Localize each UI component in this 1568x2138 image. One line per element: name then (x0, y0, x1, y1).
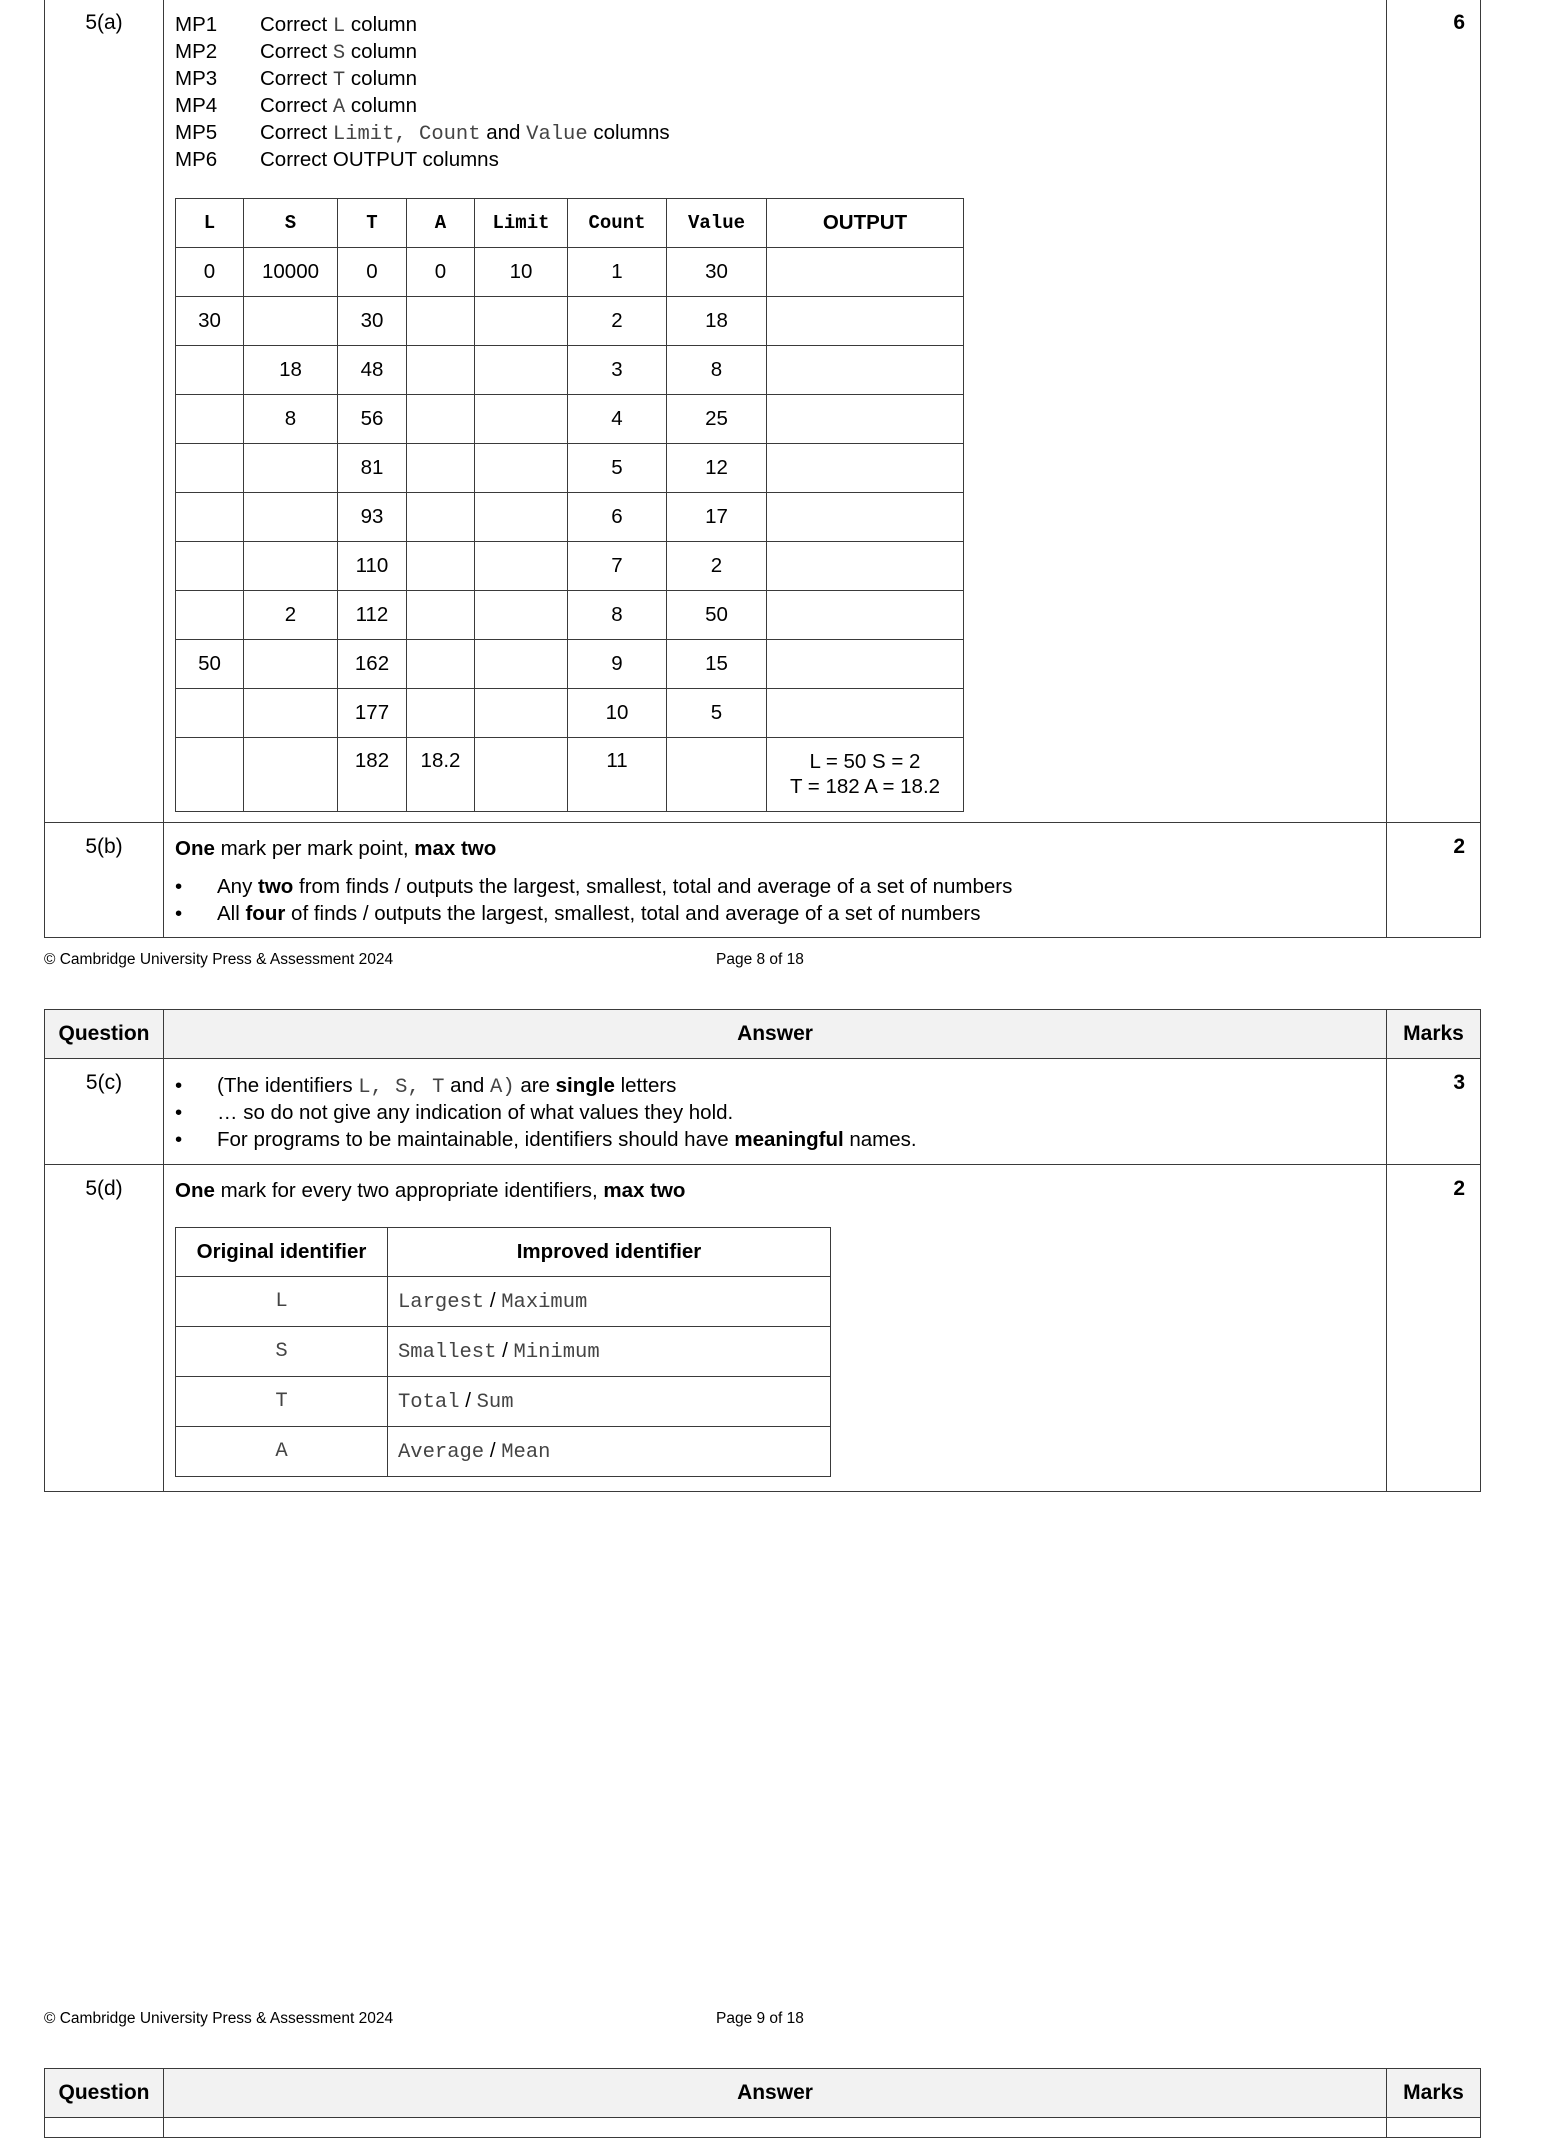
separator: / (484, 1289, 502, 1312)
trace-cell-output (767, 248, 964, 297)
trace-cell-A (407, 640, 475, 689)
trace-cell-S: 8 (244, 395, 338, 444)
trace-cell-limit (475, 493, 568, 542)
trace-cell-limit (475, 591, 568, 640)
header-answer: Answer (737, 1022, 813, 1045)
identifier-row (176, 1427, 831, 1477)
trace-cell-count: 2 (568, 297, 667, 346)
trace-row (176, 346, 964, 395)
trace-cell-output-final (767, 738, 964, 812)
separator: / (459, 1389, 477, 1412)
trace-row (176, 444, 964, 493)
trace-row (176, 542, 964, 591)
original-identifier: T (176, 1377, 388, 1427)
mark-point-mp3: MP3 Correct T column (175, 67, 417, 92)
trace-cell-value: 50 (667, 591, 767, 640)
header-question: Question (58, 1022, 150, 1045)
trace-cell-value: 2 (667, 542, 767, 591)
trace-cell-count: 5 (568, 444, 667, 493)
original-identifier: S (176, 1327, 388, 1377)
col-header-limit: Limit (475, 199, 568, 248)
trace-cell-output (767, 493, 964, 542)
trace-cell-S (244, 297, 338, 346)
trace-cell-count: 8 (568, 591, 667, 640)
identifier-row (176, 1327, 831, 1377)
trace-row (176, 493, 964, 542)
trace-cell-L: 30 (176, 297, 244, 346)
col-header-A: A (407, 199, 475, 248)
trace-cell-output (767, 640, 964, 689)
original-identifier: L (176, 1277, 388, 1327)
trace-cell-value: 8 (667, 346, 767, 395)
col-header-T: T (338, 199, 407, 248)
trace-cell-output (767, 689, 964, 738)
trace-cell-T: 48 (338, 346, 407, 395)
trace-cell-T: 0 (338, 248, 407, 297)
trace-cell-L: 0 (176, 248, 244, 297)
trace-cell-count: 6 (568, 493, 667, 542)
trace-cell-T: 177 (338, 689, 407, 738)
question-number-5c: 5(c) (85, 1071, 123, 1094)
col-header-improved: Improved identifier (388, 1228, 831, 1277)
separator: / (496, 1339, 514, 1362)
header-question-2: Question (58, 2081, 150, 2104)
trace-cell-S (244, 542, 338, 591)
improved-identifier (388, 1277, 831, 1327)
trace-cell-count: 7 (568, 542, 667, 591)
improved-name-1: Total (398, 1391, 460, 1414)
trace-cell-S (244, 493, 338, 542)
trace-cell-limit (475, 346, 568, 395)
improved-identifier (388, 1327, 831, 1377)
improved-name-1: Average (398, 1441, 485, 1464)
col-header-output: OUTPUT (767, 199, 964, 248)
improved-name-2: Minimum (513, 1341, 600, 1364)
trace-cell-T: 112 (338, 591, 407, 640)
trace-cell-value: 25 (667, 395, 767, 444)
marks-5a: 6 (1453, 11, 1465, 34)
improved-identifier (388, 1377, 831, 1427)
page-number: Page 8 of 18 (716, 951, 804, 968)
trace-cell-T: 56 (338, 395, 407, 444)
trace-cell-count: 4 (568, 395, 667, 444)
trace-cell-S (244, 689, 338, 738)
trace-cell-L (176, 542, 244, 591)
trace-cell-L (176, 689, 244, 738)
trace-cell-T: 30 (338, 297, 407, 346)
improved-name-2: Sum (476, 1391, 514, 1414)
trace-cell-T: 162 (338, 640, 407, 689)
trace-cell-S (244, 738, 338, 812)
trace-cell-limit (475, 689, 568, 738)
trace-cell-value: 30 (667, 248, 767, 297)
trace-row (176, 395, 964, 444)
trace-cell-A: 0 (407, 248, 475, 297)
trace-cell-value: 18 (667, 297, 767, 346)
trace-cell-output (767, 444, 964, 493)
marks-5b: 2 (1453, 835, 1465, 858)
trace-cell-A: 18.2 (407, 738, 475, 812)
trace-cell-limit: 10 (475, 248, 568, 297)
trace-cell-limit (475, 444, 568, 493)
improved-name-1: Largest (398, 1291, 485, 1314)
trace-cell-A (407, 395, 475, 444)
original-identifier: A (176, 1427, 388, 1477)
identifier-row (176, 1377, 831, 1427)
trace-cell-L: 50 (176, 640, 244, 689)
mark-point-mp1: MP1 Correct L column (175, 13, 417, 38)
output-line-2: T = 182 A = 18.2 (789, 775, 941, 798)
trace-cell-A (407, 493, 475, 542)
trace-cell-T: 93 (338, 493, 407, 542)
guidance-5d: One mark for every two appropriate identifiers, max two (175, 1179, 686, 1202)
trace-cell-A (407, 542, 475, 591)
trace-cell-value: 15 (667, 640, 767, 689)
trace-cell-A (407, 444, 475, 493)
question-number-5a: 5(a) (85, 11, 123, 34)
trace-cell-L (176, 395, 244, 444)
trace-cell-output (767, 542, 964, 591)
trace-cell-S: 10000 (244, 248, 338, 297)
page-number-2: Page 9 of 18 (716, 2010, 804, 2027)
trace-row (176, 591, 964, 640)
col-header-value: Value (667, 199, 767, 248)
trace-cell-S: 18 (244, 346, 338, 395)
improved-name-2: Mean (501, 1441, 551, 1464)
trace-row (176, 248, 964, 297)
improved-name-1: Smallest (398, 1341, 497, 1364)
guidance-5b: One mark per mark point, max two (175, 837, 497, 860)
trace-cell-T: 182 (338, 738, 407, 812)
trace-cell-count: 3 (568, 346, 667, 395)
trace-cell-output (767, 591, 964, 640)
trace-cell-T: 81 (338, 444, 407, 493)
header-marks-2: Marks (1403, 2081, 1464, 2104)
trace-cell-limit (475, 297, 568, 346)
mark-point-mp4: MP4 Correct A column (175, 94, 417, 119)
question-number-5d: 5(d) (85, 1177, 123, 1200)
trace-cell-value: 12 (667, 444, 767, 493)
mark-point-mp2: MP2 Correct S column (175, 40, 417, 65)
col-header-L: L (176, 199, 244, 248)
trace-cell-value: 17 (667, 493, 767, 542)
trace-table (175, 198, 964, 812)
trace-cell-L (176, 346, 244, 395)
trace-cell-output (767, 297, 964, 346)
header-answer-2: Answer (737, 2081, 813, 2104)
output-line-1: L = 50 S = 2 (809, 750, 921, 773)
trace-cell-A (407, 689, 475, 738)
trace-cell-T: 110 (338, 542, 407, 591)
trace-cell-limit (475, 738, 568, 812)
separator: / (484, 1439, 502, 1462)
identifier-row (176, 1277, 831, 1327)
question-number-5b: 5(b) (85, 835, 123, 858)
trace-header-row (176, 199, 964, 248)
trace-cell-A (407, 591, 475, 640)
trace-cell-S (244, 444, 338, 493)
trace-row (176, 297, 964, 346)
copyright-footer: © Cambridge University Press & Assessment 2024 (44, 951, 394, 968)
trace-cell-S: 2 (244, 591, 338, 640)
col-header-original: Original identifier (176, 1228, 388, 1277)
trace-cell-A (407, 297, 475, 346)
trace-cell-value (667, 738, 767, 812)
marks-5c: 3 (1453, 1071, 1465, 1094)
trace-cell-count: 11 (568, 738, 667, 812)
trace-row (176, 689, 964, 738)
trace-cell-output (767, 395, 964, 444)
col-header-count: Count (568, 199, 667, 248)
trace-row-final (176, 738, 964, 812)
col-header-S: S (244, 199, 338, 248)
trace-cell-L (176, 493, 244, 542)
trace-cell-S (244, 640, 338, 689)
identifier-table (175, 1227, 831, 1477)
improved-name-2: Maximum (501, 1291, 588, 1314)
trace-cell-limit (475, 542, 568, 591)
trace-row (176, 640, 964, 689)
trace-cell-A (407, 346, 475, 395)
trace-cell-L (176, 591, 244, 640)
marks-5d: 2 (1453, 1177, 1465, 1200)
trace-cell-L (176, 444, 244, 493)
trace-cell-value: 5 (667, 689, 767, 738)
trace-cell-count: 10 (568, 689, 667, 738)
trace-cell-output (767, 346, 964, 395)
trace-cell-limit (475, 640, 568, 689)
improved-identifier (388, 1427, 831, 1477)
header-marks: Marks (1403, 1022, 1464, 1045)
trace-cell-L (176, 738, 244, 812)
mark-point-mp5: MP5 Correct Limit, Count and Value columns (175, 121, 670, 146)
trace-cell-count: 1 (568, 248, 667, 297)
trace-cell-count: 9 (568, 640, 667, 689)
trace-cell-limit (475, 395, 568, 444)
copyright-footer-2: © Cambridge University Press & Assessment 2024 (44, 2010, 394, 2027)
mark-point-mp6: MP6 Correct OUTPUT columns (175, 148, 499, 171)
